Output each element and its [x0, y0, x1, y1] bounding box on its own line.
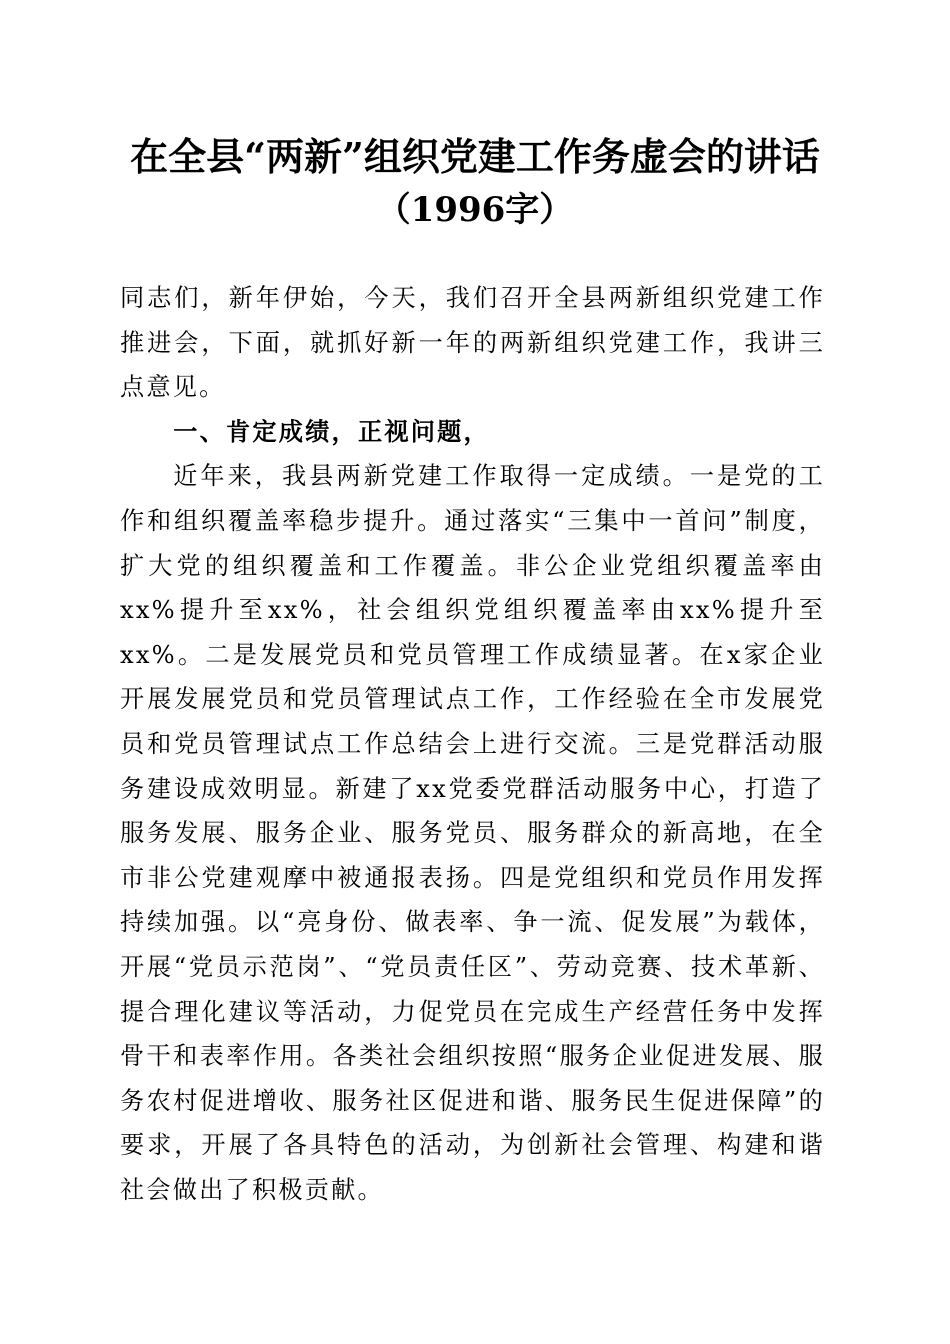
- document-subtitle: （1996字）: [376, 190, 574, 230]
- body-paragraph-1: 近年来，我县两新党建工作取得一定成绩。一是党的工作和组织覆盖率稳步提升。通过落实“三集中一首问”制度，扩大党的组织覆盖和工作覆盖。非公企业党组织覆盖率由xx%提升至xx%，社会组织党组织覆盖率由xx%提升至xx%。二是发展党员和党员管理工作成绩显著。在x家企业开展发展党员和党员管理试点工作，工作经验在全市发展党员和党员管理试点工作总结会上进行交流。三是党群活动服务建设成效明显。新建了xx党委党群活动服务中心，打造了服务发展、服务企业、服务党员、服务群众的新高地，在全市非公党建观摩中被通报表扬。四是党组织和党员作用发挥持续加强。以“亮身份、做表率、争一流、促发展”为载体，开展“党员示范岗”、“党员责任区”、劳动竞赛、技术革新、提合理化建议等活动，力促党员在完成生产经营任务中发挥骨干和表率作用。各类社会组织按照“服务企业促进发展、服务农村促进增收、服务社区促进和谐、服务民生促进保障”的要求，开展了各具特色的活动，为创新社会管理、构建和谐社会做出了积极贡献。: [120, 462, 825, 1204]
- intro-paragraph: 同志们，新年伊始，今天，我们召开全县两新组织党建工作推进会，下面，就抓好新一年的两新组织党建工作，我讲三点意见。: [120, 284, 825, 402]
- title-block: [0, 128, 950, 234]
- document-body: [120, 276, 825, 1212]
- document-title: 在全县“两新”组织党建工作务虚会的讲话: [130, 134, 820, 179]
- section-heading-1: 一、肯定成绩，正视问题，: [173, 417, 490, 446]
